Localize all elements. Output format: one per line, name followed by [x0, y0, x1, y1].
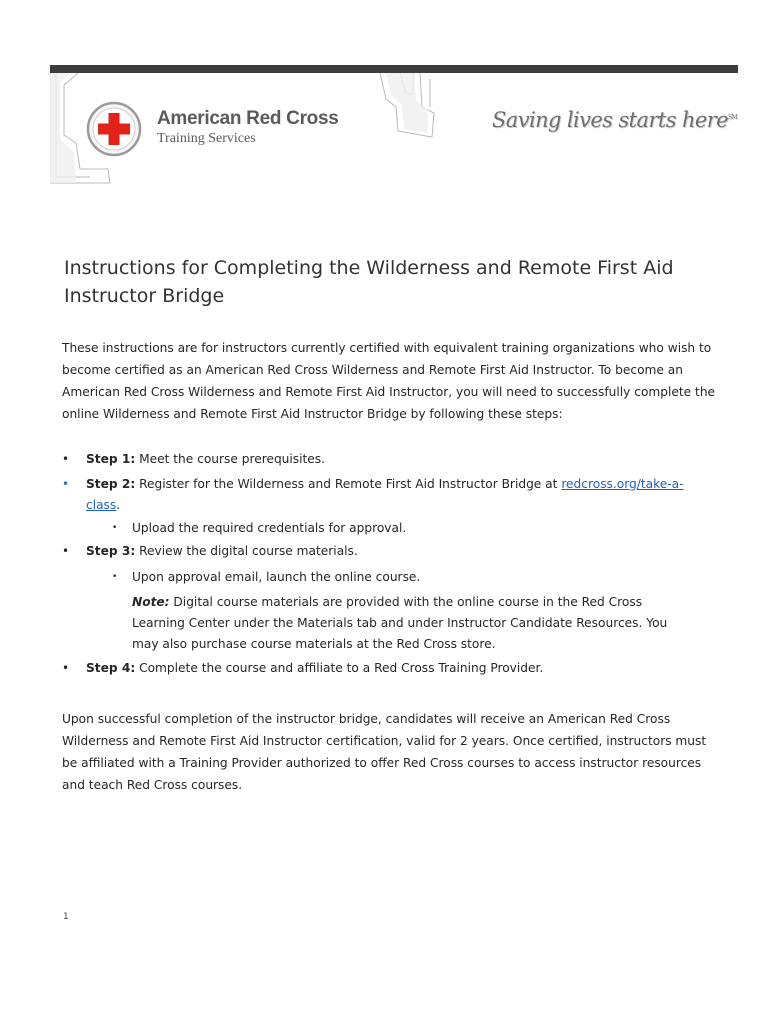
note-text: Digital course materials are provided with the online course in the Red Cross Learning Center under the Materials tab and under Instructor Candidate Resources. You may also purchase course materials at the Red Cross store. [132, 595, 668, 651]
step-4-text [86, 658, 686, 679]
step-3-label: Step 3: [86, 544, 136, 558]
step-3-text [86, 541, 686, 562]
step-4-label: Step 4: [86, 661, 136, 675]
step-1-text [86, 449, 686, 470]
step-2-text [86, 474, 686, 516]
document-title: Instructions for Completing the Wilderness and Remote First Aid Instructor Bridge [64, 257, 674, 307]
intro-paragraph: These instructions are for instructors currently certified with equivalent training organizations who wish to become certified as an American Red Cross Wilderness and Remote First Aid Instructor. To become an American Red Cross Wilderness and Remote First Aid Instructor, you will need to successfully complete the online Wilderness and Remote First Aid Instructor Bridge by following these steps: [62, 341, 716, 421]
step-3-description: Review the digital course materials. [139, 544, 358, 558]
org-name: American Red Cross [157, 108, 339, 129]
take-a-class-link[interactable]: redcross.org/take-a-class [86, 477, 684, 512]
step-4-description: Complete the course and affiliate to a Red Cross Training Provider. [139, 661, 544, 675]
closing-paragraph: Upon successful completion of the instructor bridge, candidates will receive an American Red Cross Wilderness and Remote First Aid Instructor certification, valid for 2 years. Once certified, instructors must be affiliated with a Training Provider authorized to offer Red Cross courses to access instructor resources and teach Red Cross courses. [62, 712, 707, 792]
tagline-text: Saving lives starts here [492, 108, 728, 132]
org-subtitle: Training Services [157, 131, 256, 146]
note-label: Note: [132, 595, 170, 609]
bullet-icon: • [62, 544, 70, 558]
tagline [492, 108, 737, 132]
service-mark: SM [728, 114, 738, 121]
step-2-period: . [116, 498, 121, 512]
course-materials-note [132, 592, 692, 655]
step-1-description: Meet the course prerequisites. [139, 452, 326, 466]
sub-bullet-icon: • [112, 572, 118, 582]
bullet-icon: • [62, 452, 70, 466]
bullet-icon: • [62, 477, 70, 491]
step-2-label: Step 2: [86, 477, 136, 491]
red-cross-seal-icon [86, 101, 142, 157]
sub-bullet-icon: • [112, 523, 118, 533]
header-top-rule [50, 65, 738, 73]
page-number: 1 [63, 912, 69, 922]
step-1-label: Step 1: [86, 452, 136, 466]
step-2-description: Register for the Wilderness and Remote First Aid Instructor Bridge at [139, 477, 558, 491]
sub-item-upload-text: Upload the required credentials for approval. [132, 521, 407, 535]
sub-item-launch-text: Upon approval email, launch the online course. [132, 570, 421, 584]
bullet-icon: • [62, 661, 70, 675]
